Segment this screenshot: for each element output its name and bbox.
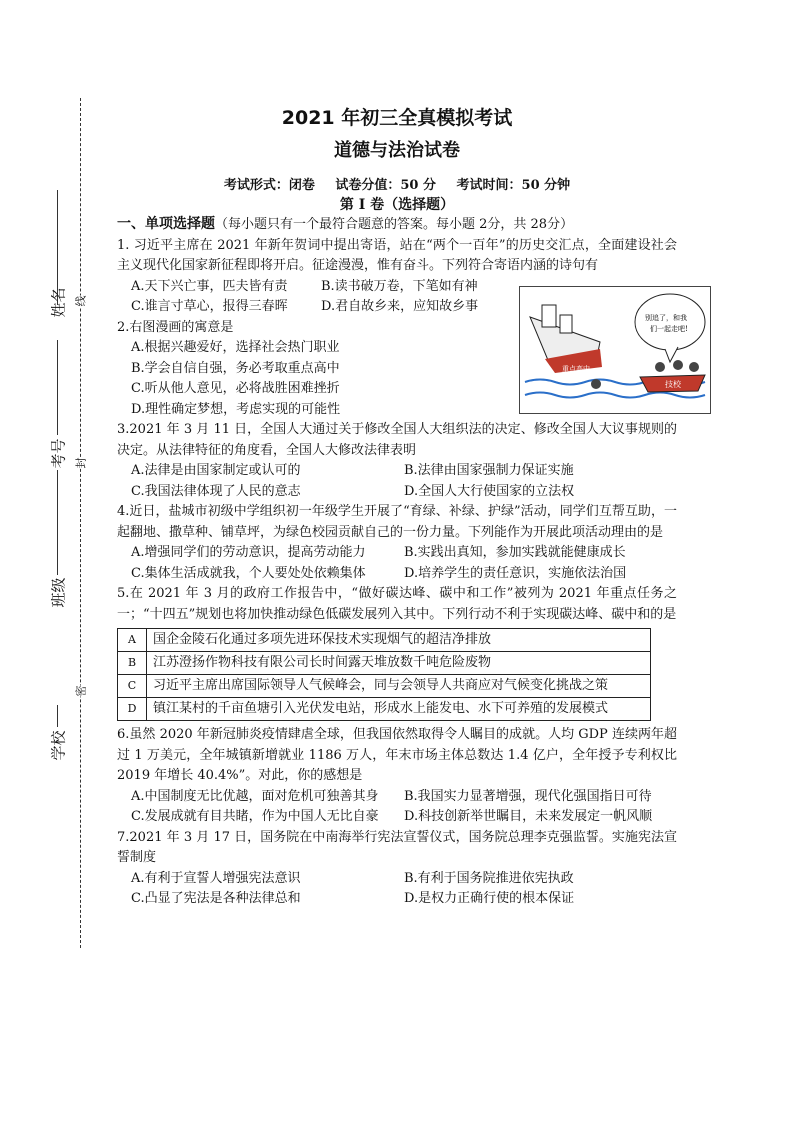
option-a: A.中国制度无比优越，面对危机可独善其身 [131, 788, 379, 804]
row-letter: D [118, 698, 147, 721]
table-row [118, 629, 651, 652]
question-options [117, 869, 677, 910]
option-b: B.法律由国家强制力保证实施 [404, 463, 574, 478]
row-text: 习近平主席出席国际领导人气候峰会，同与会领导人共商应对气候变化挑战之策 [147, 675, 651, 698]
question-options [117, 338, 677, 420]
row-letter: B [118, 652, 147, 675]
exam-title: 2021 年初三全真模拟考试 [281, 107, 513, 129]
binding-dashed-line [80, 98, 81, 948]
exam-time: 考试时间：50 分钟 [456, 178, 571, 193]
option-d: D.是权力正确行使的根本保证 [404, 891, 575, 906]
exam-subtitle: 道德与法治试卷 [334, 140, 460, 161]
question-stem: 5.在 2021 年 3 月的政府工作报告中，“做好碳达峰、碳中和工作”被列为 2021 年重点任务之一；“十四五”规划也将加快推动绿色低碳发展列入其中。下列行动不利于实现碳达峰、碳中和的是 [117, 586, 677, 622]
option-d: D.培养学生的责任意识，实施依法治国 [404, 565, 627, 581]
option-c: C.集体生活成就我，个人要处处依赖集体 [131, 565, 366, 581]
question-stem: 7.2021 年 3 月 17 日，国务院在中南海举行宪法宣誓仪式，国务院总理李克强监誓。实施宪法宣誓制度 [117, 829, 677, 865]
question-stem: 2.右图漫画的寓意是 [117, 319, 234, 335]
question-stem: 1. 习近平主席在 2021 年新年贺词中提出寄语，站在“两个一百年”的历史交汇点，全面建设社会主义现代化国家新征程即将开启。征途漫漫，惟有奋斗。下列符合寄语内涵的诗句有 [117, 237, 677, 273]
question-stem: 6.虽然 2020 年新冠肺炎疫情肆虐全球，但我国依然取得令人瞩目的成就。人均 GDP 连续两年超过 1 万美元，全年城镇新增就业 1186 万人，年末市场主体总数达 1.4 亿户，全年授予专利权比 2019 年增长 40.4%”。对此，你的感想是 [117, 727, 677, 783]
class-label: 班级 [49, 577, 68, 608]
row-text: 国企金陵石化通过多项先进环保技术实现烟气的超洁净排放 [147, 629, 651, 652]
question-options [117, 461, 677, 502]
option-b: B.我国实力显著增强，现代化强国指日可待 [404, 788, 652, 804]
option-b: B.读书破万卷，下笔如有神 [321, 278, 478, 294]
seal-char-secret: 密 [74, 685, 88, 697]
question-options [117, 543, 677, 584]
option-b: B.有利于国务院推进依宪执政 [404, 870, 574, 886]
option-d: D.君自故乡来，应知故乡事 [321, 299, 479, 314]
option-c: C.发展成就有目共睹，作为中国人无比自豪 [131, 809, 379, 824]
option-c: C.我国法律体现了人民的意志 [131, 483, 301, 499]
section-heading [117, 214, 677, 236]
option-a: A.法律是由国家制定或认可的 [131, 463, 301, 478]
row-letter: A [118, 629, 147, 652]
exam-meta [0, 174, 794, 193]
option-d: D.理性确定梦想，考虑实现的可能性 [131, 401, 341, 417]
table-row [118, 698, 651, 721]
section-note: （每小题只有一个最符合题意的答案。每小题 2分，共 28分） [215, 217, 574, 232]
question-options [117, 787, 677, 828]
question-1 [117, 236, 677, 318]
seal-char-line: 线 [74, 295, 88, 307]
question-options [117, 277, 511, 318]
svg-text:们一起走吧!: 们一起走吧! [650, 325, 688, 333]
option-d: D.全国人大行使国家的立法权 [404, 483, 575, 499]
section-title: 一、单项选择题 [117, 216, 215, 232]
exam-score: 试卷分值：50 分 [335, 178, 436, 193]
option-c: C.谁言寸草心，报得三春晖 [131, 299, 288, 314]
option-a: A.天下兴亡事，匹夫皆有责 [131, 278, 288, 294]
question-3 [117, 420, 677, 502]
school-blank-line [57, 705, 58, 727]
question-2 [117, 318, 677, 421]
question-4 [117, 502, 677, 584]
seal-char-seal: 封 [74, 457, 88, 469]
school-label: 学校 [49, 730, 68, 761]
option-a: A.增强同学们的劳动意识，提高劳动能力 [131, 545, 366, 560]
table-row [118, 652, 651, 675]
svg-text:技校: 技校 [665, 380, 681, 389]
option-d: D.科技创新举世瞩目，未来发展定一帆风顺 [404, 809, 653, 824]
option-b: B.学会自信自强，务必考取重点高中 [131, 360, 340, 376]
name-label: 姓名 [49, 287, 68, 318]
exam-no-blank-line [57, 340, 58, 435]
option-a: A.有利于宣誓人增强宪法意识 [131, 870, 301, 886]
question-6 [117, 725, 677, 828]
exam-form: 考试形式：闭卷 [223, 178, 315, 193]
option-c: C.凸显了宪法是各种法律总和 [131, 891, 301, 906]
options-table [117, 628, 651, 721]
svg-text:别追了，和我: 别追了，和我 [645, 314, 687, 322]
question-stem: 3.2021 年 3 月 11 日，全国人大通过关于修改全国人大组织法的决定、修改全国人大议事规则的决定。从法律特征的角度看，全国人大修改法律表明 [117, 422, 677, 458]
option-a: A.根据兴趣爱好，选择社会热门职业 [131, 340, 340, 355]
question-stem: 4.近日，盐城市初级中学组织初一年级学生开展了“育绿、补绿、护绿”活动，同学们互帮互助，一起翻地、撒草种、铺草坪，为绿色校园贡献自己的一份力量。下列能作为开展此项活动理由的是 [117, 504, 677, 540]
exam-no-label: 考号 [49, 438, 68, 469]
row-letter: C [118, 675, 147, 698]
volume-title: 第 I 卷（选择题） [339, 197, 455, 213]
question-5 [117, 584, 677, 721]
exam-content [117, 214, 677, 910]
svg-text:重点高中: 重点高中 [562, 365, 590, 373]
class-blank-line [57, 470, 58, 575]
option-b: B.实践出真知，参加实践就能健康成长 [404, 545, 626, 560]
table-row [118, 675, 651, 698]
question-7 [117, 828, 677, 910]
row-text: 江苏澄扬作物科技有限公司长时间露天堆放数千吨危险废物 [147, 652, 651, 675]
row-text: 镇江某村的千亩鱼塘引入光伏发电站，形成水上能发电、水下可养殖的发展模式 [147, 698, 651, 721]
option-c: C.听从他人意见，必将战胜困难挫折 [131, 381, 340, 396]
